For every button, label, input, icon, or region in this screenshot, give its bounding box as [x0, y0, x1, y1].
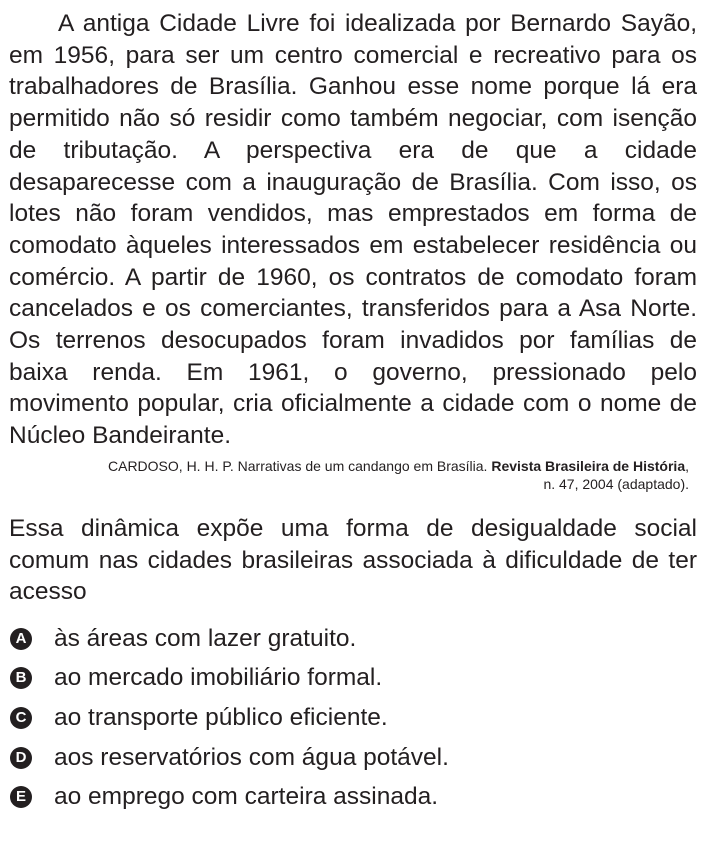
citation-suffix: ,	[685, 457, 689, 474]
option-d-letter-badge: D	[10, 747, 32, 769]
citation	[9, 457, 689, 493]
citation-details: n. 47, 2004 (adaptado).	[543, 475, 689, 492]
citation-journal: Revista Brasileira de História	[491, 457, 686, 474]
option-c-letter-badge: C	[10, 707, 32, 729]
passage-text: A antiga Cidade Livre foi idealizada por Bernardo Sayão, em 1956, para ser um centro comercial e recreativo para os trabalhadores de Brasília. Ganhou esse nome porque lá era permitido não só residir como também negociar, com isenção de tributação. A perspectiva era de que a cidade desaparecesse com a inauguração de Brasília. Com isso, os lotes não foram vendidos, mas emprestados em forma de comodato àqueles interessados em estabelecer residência ou comércio. A partir de 1960, os contratos de comodato foram cancelados e os comerciantes, transferidos para a Asa Norte. Os terrenos desocupados foram invadidos por famílias de baixa renda. Em 1961, o governo, pressionado pelo movimento popular, cria oficialmente a cidade com o nome de Núcleo Bandeirante.	[9, 10, 697, 450]
option-d-text: aos reservatórios com água potável.	[54, 743, 449, 771]
option-b-text: ao mercado imobiliário formal.	[54, 664, 383, 692]
option-b[interactable]	[9, 659, 697, 699]
question-stem: Essa dinâmica expõe uma forma de desigualdade social comum nas cidades brasileiras associada à dificuldade de ter acesso	[9, 514, 697, 606]
option-b-letter-badge: B	[10, 667, 32, 689]
option-e-text: ao emprego com carteira assinada.	[54, 783, 439, 811]
option-a[interactable]	[9, 619, 697, 659]
option-c-text: ao transporte público eficiente.	[54, 703, 388, 731]
option-d[interactable]	[9, 738, 697, 778]
option-e[interactable]	[9, 777, 697, 817]
option-e-letter-badge: E	[10, 786, 32, 808]
citation-prefix: CARDOSO, H. H. P. Narrativas de um candango em Brasília.	[108, 457, 492, 474]
option-c[interactable]	[9, 698, 697, 738]
answer-options	[9, 619, 697, 817]
option-a-letter-badge: A	[10, 628, 32, 650]
option-a-text: às áreas com lazer gratuito.	[54, 624, 357, 652]
